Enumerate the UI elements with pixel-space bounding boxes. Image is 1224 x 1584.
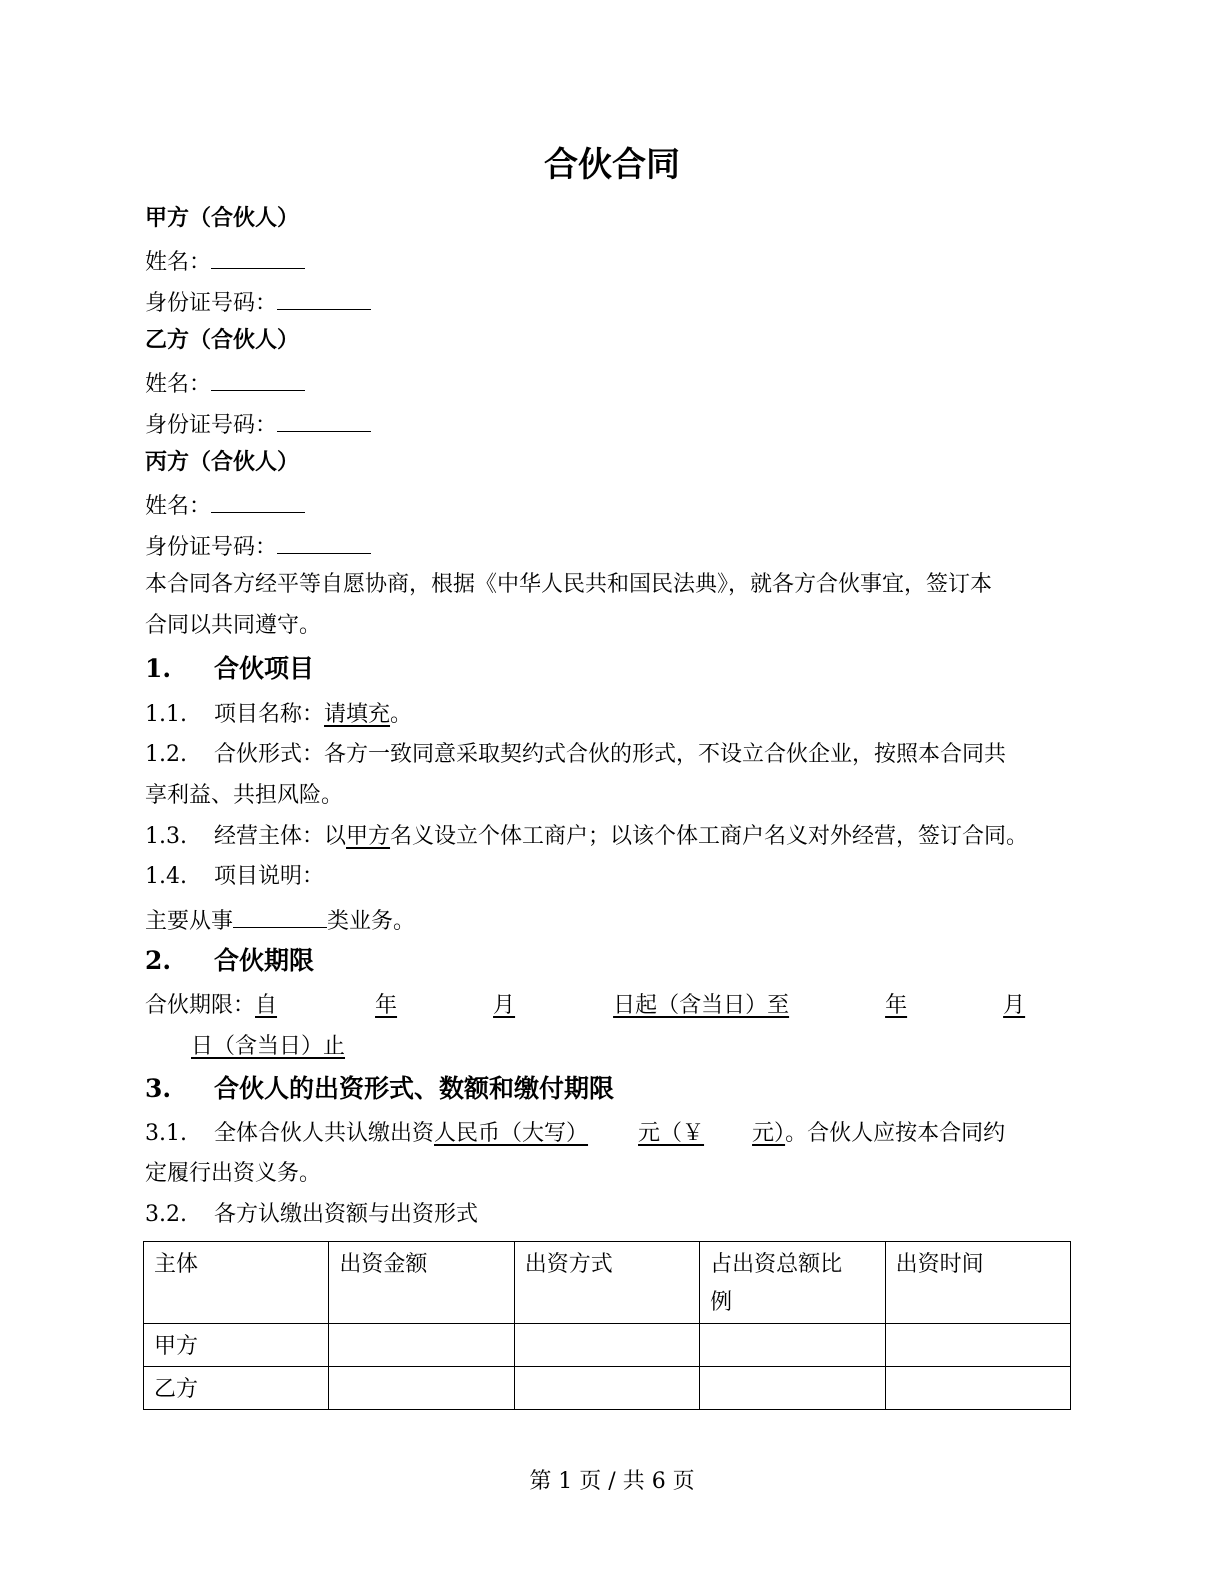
business-type-blank[interactable] [233, 903, 327, 928]
term-line-1 [145, 991, 1075, 1021]
capital-yuan-label-2: 元） [752, 1121, 786, 1146]
clause-1-2-text: 合伙形式：各方一致同意采取契约式合伙的形式，不设立合伙企业，按照本合同共 [214, 742, 1007, 767]
clause-3-2-text: 各方认缴出资额与出资形式 [214, 1202, 479, 1227]
table-header-row [144, 1242, 1071, 1324]
table-cell-amount[interactable] [329, 1367, 514, 1410]
page-total: / 共 6 页 [608, 1469, 695, 1494]
table-cell-time[interactable] [885, 1367, 1070, 1410]
preamble-line-2: 合同以共同遵守。 [145, 613, 322, 638]
table-header-ratio-line-1: 占出资总额比 [710, 1252, 843, 1277]
operating-entity-value[interactable]: 甲方 [346, 824, 391, 849]
clause-3-1-line-2: 定履行出资义务。 [145, 1161, 322, 1186]
section-1-number: 1. [145, 654, 172, 683]
table-header-ratio-line-2: 例 [710, 1290, 733, 1315]
term-period-field[interactable] [255, 993, 1075, 1018]
party-a-name-label: 姓名： [145, 250, 212, 275]
table-cell-amount[interactable] [329, 1324, 514, 1367]
business-description-row [145, 903, 415, 933]
party-b-name-blank[interactable] [211, 366, 305, 391]
table-row-subject: 乙方 [144, 1367, 329, 1410]
term-month: 月 [493, 993, 516, 1018]
table-row [144, 1324, 1071, 1367]
clause-1-1-number: 1.1. [145, 702, 187, 727]
table-header-cell: 出资方式 [514, 1242, 699, 1324]
party-c-name-row [145, 488, 305, 518]
party-b-name-label: 姓名： [145, 372, 212, 397]
clause-1-2-line-1 [145, 740, 1006, 770]
party-a-id-label: 身份证号码： [145, 291, 278, 316]
section-2-title: 合伙期限 [214, 946, 315, 975]
section-3-heading [145, 1074, 614, 1104]
party-c-id-blank[interactable] [277, 529, 371, 554]
term-from: 自 [255, 993, 278, 1018]
section-2-heading [145, 946, 314, 976]
party-c-id-label: 身份证号码： [145, 535, 278, 560]
clause-3-2 [145, 1200, 478, 1230]
party-b-name-row [145, 366, 305, 396]
clause-3-2-number: 3.2. [145, 1202, 187, 1227]
party-a-name-row [145, 244, 305, 274]
clause-1-4-number: 1.4. [145, 864, 187, 889]
term-month-2: 月 [1003, 993, 1026, 1018]
term-label: 合伙期限： [145, 993, 256, 1018]
clause-3-1-post: 。合伙人应按本合同约 [785, 1121, 1006, 1146]
capital-yuan-label: 元（￥ [638, 1121, 705, 1146]
section-2-number: 2. [145, 946, 172, 975]
clause-1-1-end: 。 [390, 702, 413, 727]
business-post: 类业务。 [327, 909, 416, 934]
clause-1-2-line-2: 享利益、共担风险。 [145, 783, 344, 808]
party-a-id-blank[interactable] [277, 285, 371, 310]
clause-1-4 [145, 862, 324, 892]
capital-contribution-table [143, 1241, 1071, 1410]
term-year: 年 [375, 993, 398, 1018]
capital-amount-field[interactable] [434, 1121, 785, 1146]
clause-1-1 [145, 700, 412, 730]
table-cell-time[interactable] [885, 1324, 1070, 1367]
clause-1-4-label: 项目说明： [214, 864, 325, 889]
clause-1-3-number: 1.3. [145, 824, 187, 849]
capital-rmb-label: 人民币（大写） [434, 1121, 589, 1146]
table-row-subject: 甲方 [144, 1324, 329, 1367]
project-name-value[interactable]: 请填充 [324, 702, 391, 727]
document-title: 合伙合同 [544, 145, 680, 185]
party-b-id-row [145, 407, 371, 437]
party-b-id-label: 身份证号码： [145, 413, 278, 438]
clause-1-3 [145, 822, 1028, 852]
term-period-field-end[interactable] [145, 1034, 345, 1059]
clause-1-2-number: 1.2. [145, 742, 187, 767]
table-header-cell [700, 1242, 885, 1324]
business-pre: 主要从事 [145, 909, 234, 934]
party-a-header: 甲方（合伙人） [145, 205, 300, 231]
table-header-cell: 主体 [144, 1242, 329, 1324]
party-b-header: 乙方（合伙人） [145, 327, 300, 353]
table-cell-method[interactable] [514, 1367, 699, 1410]
term-day-from: 日起（含当日）至 [613, 993, 790, 1018]
clause-1-1-label: 项目名称： [214, 702, 325, 727]
section-1-title: 合伙项目 [214, 654, 315, 683]
page-number: 第 1 页 [529, 1469, 602, 1494]
party-a-id-row [145, 285, 371, 315]
term-line-2 [145, 1032, 345, 1062]
party-c-name-blank[interactable] [211, 488, 305, 513]
party-c-name-label: 姓名： [145, 494, 212, 519]
clause-3-1-number: 3.1. [145, 1121, 187, 1146]
clause-1-3-post: 名义设立个体工商户；以该个体工商户名义对外经营，签订合同。 [390, 824, 1029, 849]
table-header-cell: 出资金额 [329, 1242, 514, 1324]
preamble-line-1: 本合同各方经平等自愿协商，根据《中华人民共和国民法典》，就各方合伙事宜，签订本 [145, 572, 993, 597]
clause-3-1-pre: 全体合伙人共认缴出资 [214, 1121, 435, 1146]
section-3-title: 合伙人的出资形式、数额和缴付期限 [214, 1074, 615, 1103]
section-3-number: 3. [145, 1074, 172, 1103]
clause-3-1-line-1 [145, 1119, 1005, 1149]
term-year-2: 年 [885, 993, 908, 1018]
party-c-header: 丙方（合伙人） [145, 449, 300, 475]
table-cell-ratio[interactable] [700, 1367, 885, 1410]
section-1-heading [145, 654, 314, 684]
clause-1-3-pre: 经营主体：以 [214, 824, 347, 849]
table-header-cell: 出资时间 [885, 1242, 1070, 1324]
page-footer [0, 1466, 1224, 1498]
term-day-to: 日（含当日）止 [191, 1034, 346, 1059]
party-c-id-row [145, 529, 371, 559]
party-a-name-blank[interactable] [211, 244, 305, 269]
table-cell-ratio[interactable] [700, 1324, 885, 1367]
party-b-id-blank[interactable] [277, 407, 371, 432]
table-row [144, 1367, 1071, 1410]
table-cell-method[interactable] [514, 1324, 699, 1367]
